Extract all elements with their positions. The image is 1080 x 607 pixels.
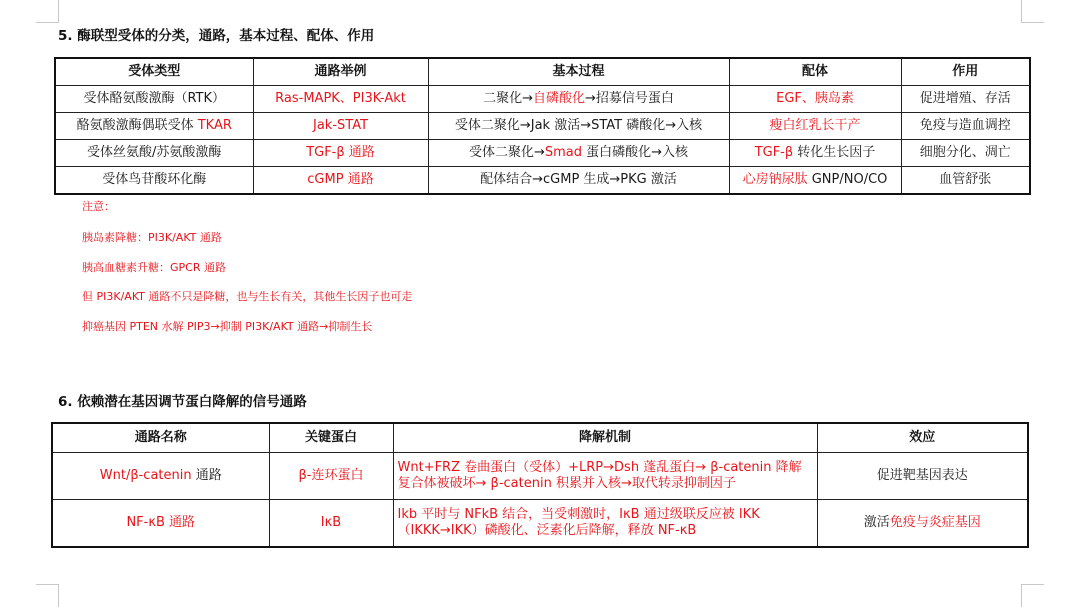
ligand-cell — [729, 86, 901, 113]
cell-text-segment: Smad — [544, 145, 582, 160]
note-heading: 注意： — [82, 200, 115, 213]
cell-text-segment: 受体二聚化→ — [468, 145, 545, 160]
cell-text-segment: 受体酪氨酸激酶（RTK） — [83, 91, 226, 106]
cell-text-segment: TKAR — [197, 118, 232, 133]
pathway-cell — [253, 113, 428, 140]
cell-text-segment: Wnt+FRZ 卷曲蛋白（受体）+LRP→Dsh 蓬乱蛋白→ β-catenin 降解复合体被破坏→ β-catenin 积累并入核→取代转录抑制因子 — [397, 460, 802, 491]
process-cell — [428, 86, 729, 113]
ligand-cell — [729, 167, 901, 195]
cell-text-segment: 自磷酸化 — [532, 91, 585, 106]
table-header-row — [52, 423, 1028, 453]
cell-text-segment: 受体二聚化→Jak 激活→STAT 磷酸化→入核 — [454, 118, 703, 133]
effect-cell — [817, 500, 1028, 548]
cell-text-segment: GNP/NO/CO — [811, 172, 888, 187]
pathway-name-cell — [52, 500, 269, 548]
table-row — [55, 140, 1030, 167]
header-basic-process: 基本过程 — [428, 58, 729, 86]
cell-text-segment: 免疫与造血调控 — [919, 118, 1011, 133]
cell-text-segment: 细胞分化、凋亡 — [919, 145, 1011, 160]
key-protein-cell — [269, 500, 393, 548]
cell-text-segment: 免疫与炎症基因 — [889, 515, 981, 530]
header-degradation-mechanism: 降解机制 — [393, 423, 817, 453]
cell-text-segment: 瘦白红乳长干产 — [769, 118, 861, 133]
cell-text-segment: TGF-β 通路 — [306, 145, 375, 160]
cell-text-segment: 转化生长因子 — [793, 145, 876, 160]
header-pathway-example: 通路举例 — [253, 58, 428, 86]
section-5-title: 5. 酶联型受体的分类，通路，基本过程、配体、作用 — [58, 28, 375, 44]
effect-cell — [901, 140, 1030, 167]
cell-text-segment: 促进增殖、存活 — [919, 91, 1011, 106]
corner-mark — [36, 584, 59, 607]
receptor-type-cell — [55, 167, 253, 195]
process-cell — [428, 167, 729, 195]
corner-mark — [1021, 584, 1044, 607]
cell-text-segment: NF-κB 通路 — [126, 515, 196, 530]
cell-text-segment: β-连环蛋白 — [298, 468, 364, 483]
header-pathway-name: 通路名称 — [52, 423, 269, 453]
header-effect: 效应 — [817, 423, 1028, 453]
section-6-title: 6. 依赖潜在基因调节蛋白降解的信号通路 — [58, 394, 307, 410]
note-line: 胰岛素降糖：PI3K/AKT 通路 — [82, 231, 222, 244]
cell-text-segment: 促进靶基因表达 — [876, 468, 968, 483]
pathway-name-cell — [52, 453, 269, 500]
cell-text-segment: 心房钠尿肽 — [742, 172, 812, 187]
corner-mark — [1021, 0, 1044, 23]
mechanism-cell — [393, 500, 817, 548]
cell-text-segment: Jak-STAT — [312, 118, 369, 133]
enzyme-receptor-table — [54, 57, 1031, 195]
table-row — [52, 500, 1028, 548]
receptor-type-cell — [55, 140, 253, 167]
pathway-cell — [253, 86, 428, 113]
cell-text-segment: 激活 — [863, 515, 890, 530]
cell-text-segment: 酪氨酸激酶偶联受体 — [76, 118, 198, 133]
key-protein-cell — [269, 453, 393, 500]
table-row — [55, 86, 1030, 113]
cell-text-segment: →招募信号蛋白 — [585, 91, 674, 106]
effect-cell — [901, 167, 1030, 195]
cell-text-segment: TGF-β — [754, 145, 794, 160]
cell-text-segment: 蛋白磷酸化→入核 — [582, 145, 689, 160]
cell-text-segment: 受体鸟苷酸环化酶 — [102, 172, 207, 187]
cell-text-segment: Wnt/β-catenin — [99, 468, 192, 483]
note-line: 抑癌基因 PTEN 水解 PIP3→抑制 PI3K/AKT 通路→抑制生长 — [82, 320, 373, 333]
cell-text-segment: Ras-MAPK、PI3K-Akt — [275, 91, 406, 106]
table-row — [55, 113, 1030, 140]
receptor-type-cell — [55, 113, 253, 140]
header-receptor-type: 受体类型 — [55, 58, 253, 86]
cell-text-segment: 配体结合→cGMP 生成→PKG 激活 — [480, 172, 677, 187]
degradation-pathway-table — [51, 422, 1029, 548]
process-cell — [428, 113, 729, 140]
header-key-protein: 关键蛋白 — [269, 423, 393, 453]
cell-text-segment: cGMP 通路 — [307, 172, 374, 187]
table-header-row — [55, 58, 1030, 86]
effect-cell — [901, 86, 1030, 113]
cell-text-segment: 二聚化→ — [483, 91, 533, 106]
corner-mark — [36, 0, 59, 23]
table-row — [52, 453, 1028, 500]
ligand-cell — [729, 140, 901, 167]
ligand-cell — [729, 113, 901, 140]
cell-text-segment: EGF、胰岛素 — [776, 91, 854, 106]
pathway-cell — [253, 167, 428, 195]
process-cell — [428, 140, 729, 167]
note-line: 但 PI3K/AKT 通路不只是降糖，也与生长有关，其他生长因子也可走 — [82, 290, 413, 303]
cell-text-segment: 血管舒张 — [939, 172, 992, 187]
cell-text-segment: IκB — [320, 515, 342, 530]
mechanism-cell — [393, 453, 817, 500]
cell-text-segment: Ikb 平时与 NFkB 结合，当受刺激时，IκB 通过级联反应被 IKK（IKKK→IKK）磷酸化、泛素化后降解，释放 NF-κB — [397, 507, 760, 538]
effect-cell — [817, 453, 1028, 500]
note-line: 胰高血糖素升糖：GPCR 通路 — [82, 261, 226, 274]
pathway-cell — [253, 140, 428, 167]
receptor-type-cell — [55, 86, 253, 113]
table-row — [55, 167, 1030, 195]
header-effect: 作用 — [901, 58, 1030, 86]
effect-cell — [901, 113, 1030, 140]
cell-text-segment: 受体丝氨酸/苏氨酸激酶 — [87, 145, 222, 160]
header-ligand: 配体 — [729, 58, 901, 86]
cell-text-segment: 通路 — [191, 468, 222, 483]
